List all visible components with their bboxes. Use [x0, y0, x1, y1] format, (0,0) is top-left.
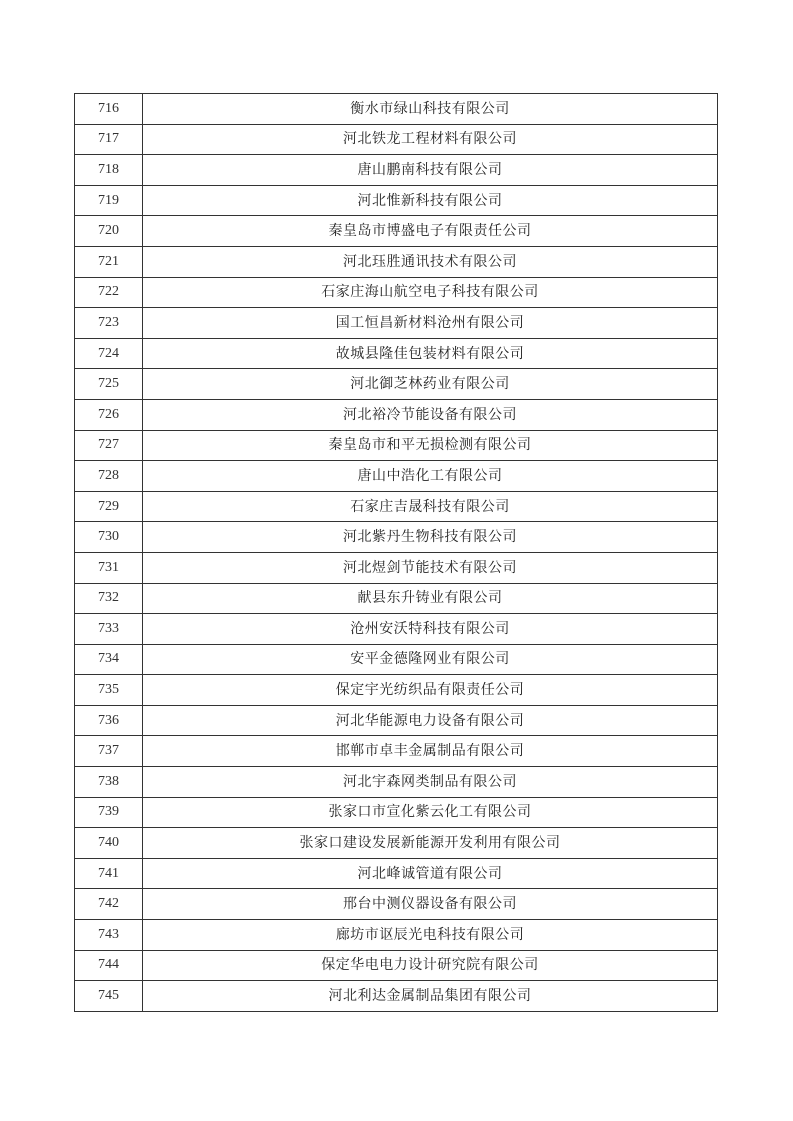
table-row: [75, 246, 718, 277]
row-index: 728: [75, 461, 143, 492]
company-name: 保定华电电力设计研究院有限公司: [143, 950, 718, 981]
table-row: [75, 216, 718, 247]
company-name: 河北煜剑节能技术有限公司: [143, 552, 718, 583]
company-name: 故城县隆佳包装材料有限公司: [143, 338, 718, 369]
row-index: 724: [75, 338, 143, 369]
company-name: 沧州安沃特科技有限公司: [143, 614, 718, 645]
row-index: 729: [75, 491, 143, 522]
table-row: [75, 767, 718, 798]
company-name: 石家庄吉晟科技有限公司: [143, 491, 718, 522]
table-row: [75, 338, 718, 369]
table-row: [75, 369, 718, 400]
table-row: [75, 920, 718, 951]
table-row: [75, 185, 718, 216]
table-row: [75, 399, 718, 430]
row-index: 722: [75, 277, 143, 308]
company-list-table: [74, 93, 718, 1012]
company-name: 石家庄海山航空电子科技有限公司: [143, 277, 718, 308]
row-index: 731: [75, 552, 143, 583]
row-index: 723: [75, 308, 143, 339]
row-index: 735: [75, 675, 143, 706]
company-name: 河北紫丹生物科技有限公司: [143, 522, 718, 553]
table-row: [75, 583, 718, 614]
company-name: 河北御芝林药业有限公司: [143, 369, 718, 400]
row-index: 744: [75, 950, 143, 981]
company-name: 秦皇岛市和平无损检测有限公司: [143, 430, 718, 461]
table-row: [75, 308, 718, 339]
company-name: 河北铁龙工程材料有限公司: [143, 124, 718, 155]
company-name: 邢台中测仪器设备有限公司: [143, 889, 718, 920]
row-index: 725: [75, 369, 143, 400]
row-index: 730: [75, 522, 143, 553]
table-row: [75, 644, 718, 675]
table-row: [75, 522, 718, 553]
row-index: 727: [75, 430, 143, 461]
company-name: 唐山中浩化工有限公司: [143, 461, 718, 492]
row-index: 741: [75, 858, 143, 889]
table-row: [75, 858, 718, 889]
table-row: [75, 950, 718, 981]
table-row: [75, 705, 718, 736]
company-name: 邯郸市卓丰金属制品有限公司: [143, 736, 718, 767]
company-name: 河北峰诚管道有限公司: [143, 858, 718, 889]
row-index: 737: [75, 736, 143, 767]
row-index: 720: [75, 216, 143, 247]
table-row: [75, 124, 718, 155]
table-row: [75, 552, 718, 583]
table-row: [75, 430, 718, 461]
row-index: 736: [75, 705, 143, 736]
row-index: 721: [75, 246, 143, 277]
company-name: 廊坊市讴辰光电科技有限公司: [143, 920, 718, 951]
row-index: 740: [75, 828, 143, 859]
row-index: 719: [75, 185, 143, 216]
company-name: 河北宇森网类制品有限公司: [143, 767, 718, 798]
company-name: 国工恒昌新材料沧州有限公司: [143, 308, 718, 339]
table-row: [75, 614, 718, 645]
table-row: [75, 736, 718, 767]
table-row: [75, 889, 718, 920]
company-name: 安平金德隆网业有限公司: [143, 644, 718, 675]
table-row: [75, 675, 718, 706]
row-index: 732: [75, 583, 143, 614]
row-index: 717: [75, 124, 143, 155]
company-name: 河北惟新科技有限公司: [143, 185, 718, 216]
company-name: 唐山鹏南科技有限公司: [143, 155, 718, 186]
company-name: 秦皇岛市博盛电子有限责任公司: [143, 216, 718, 247]
company-name: 河北裕冷节能设备有限公司: [143, 399, 718, 430]
table-row: [75, 94, 718, 125]
company-name: 河北珏胜通讯技术有限公司: [143, 246, 718, 277]
table-row: [75, 491, 718, 522]
row-index: 743: [75, 920, 143, 951]
company-name: 张家口市宣化紫云化工有限公司: [143, 797, 718, 828]
row-index: 718: [75, 155, 143, 186]
row-index: 738: [75, 767, 143, 798]
row-index: 716: [75, 94, 143, 125]
table-row: [75, 277, 718, 308]
table-row: [75, 155, 718, 186]
company-name: 河北华能源电力设备有限公司: [143, 705, 718, 736]
company-name: 张家口建设发展新能源开发利用有限公司: [143, 828, 718, 859]
table-row: [75, 981, 718, 1012]
company-name: 衡水市绿山科技有限公司: [143, 94, 718, 125]
row-index: 734: [75, 644, 143, 675]
row-index: 739: [75, 797, 143, 828]
company-name: 河北利达金属制品集团有限公司: [143, 981, 718, 1012]
row-index: 733: [75, 614, 143, 645]
table-row: [75, 828, 718, 859]
table-body: [75, 94, 718, 1012]
company-name: 献县东升铸业有限公司: [143, 583, 718, 614]
company-name: 保定宇光纺织品有限责任公司: [143, 675, 718, 706]
row-index: 742: [75, 889, 143, 920]
row-index: 726: [75, 399, 143, 430]
row-index: 745: [75, 981, 143, 1012]
table-row: [75, 461, 718, 492]
table-row: [75, 797, 718, 828]
